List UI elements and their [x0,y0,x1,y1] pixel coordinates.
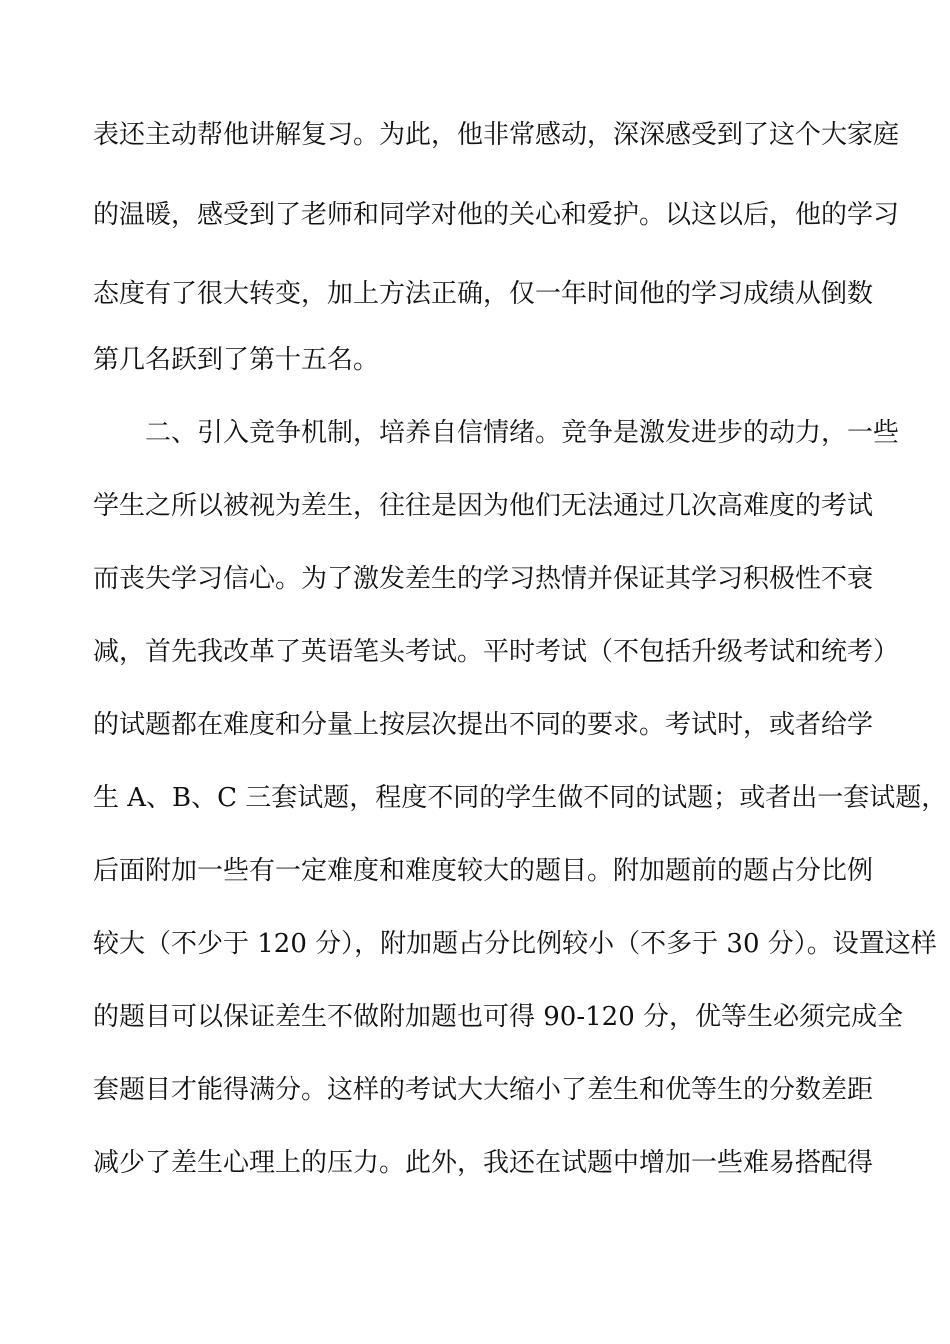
text-line: 生 A、B、C 三套试题，程度不同的学生做不同的试题；或者出一套试题， [93,783,948,813]
paragraph-first-line: 二、引入竞争机制，培养自信情绪。竞争是激发进步的动力，一些 [145,418,900,448]
text-line: 的试题都在难度和分量上按层次提出不同的要求。考试时，或者给学 [93,710,874,740]
text-line: 第几名跃到了第十五名。 [93,345,380,375]
text-line: 较大（不少于 120 分），附加题占分比例较小（不多于 30 分）。设置这样 [93,929,937,959]
text-line: 的温暖，感受到了老师和同学对他的关心和爱护。以这以后，他的学习 [93,200,900,230]
text-line: 学生之所以被视为差生，往往是因为他们无法通过几次高难度的考试 [93,491,874,521]
text-line: 表还主动帮他讲解复习。为此，他非常感动，深深感受到了这个大家庭 [93,120,900,150]
text-line: 态度有了很大转变，加上方法正确，仅一年时间他的学习成绩从倒数 [93,279,874,309]
text-line: 后面附加一些有一定难度和难度较大的题目。附加题前的题占分比例 [93,856,874,886]
text-line: 的题目可以保证差生不做附加题也可得 90-120 分，优等生必须完成全 [93,1002,904,1032]
text-line: 减少了差生心理上的压力。此外，我还在试题中增加一些难易搭配得 [93,1148,874,1178]
text-line: 而丧失学习信心。为了激发差生的学习热情并保证其学习积极性不衰 [93,564,874,594]
text-line: 减，首先我改革了英语笔头考试。平时考试（不包括升级考试和统考） [93,637,900,667]
text-line: 套题目才能得满分。这样的考试大大缩小了差生和优等生的分数差距 [93,1075,874,1105]
